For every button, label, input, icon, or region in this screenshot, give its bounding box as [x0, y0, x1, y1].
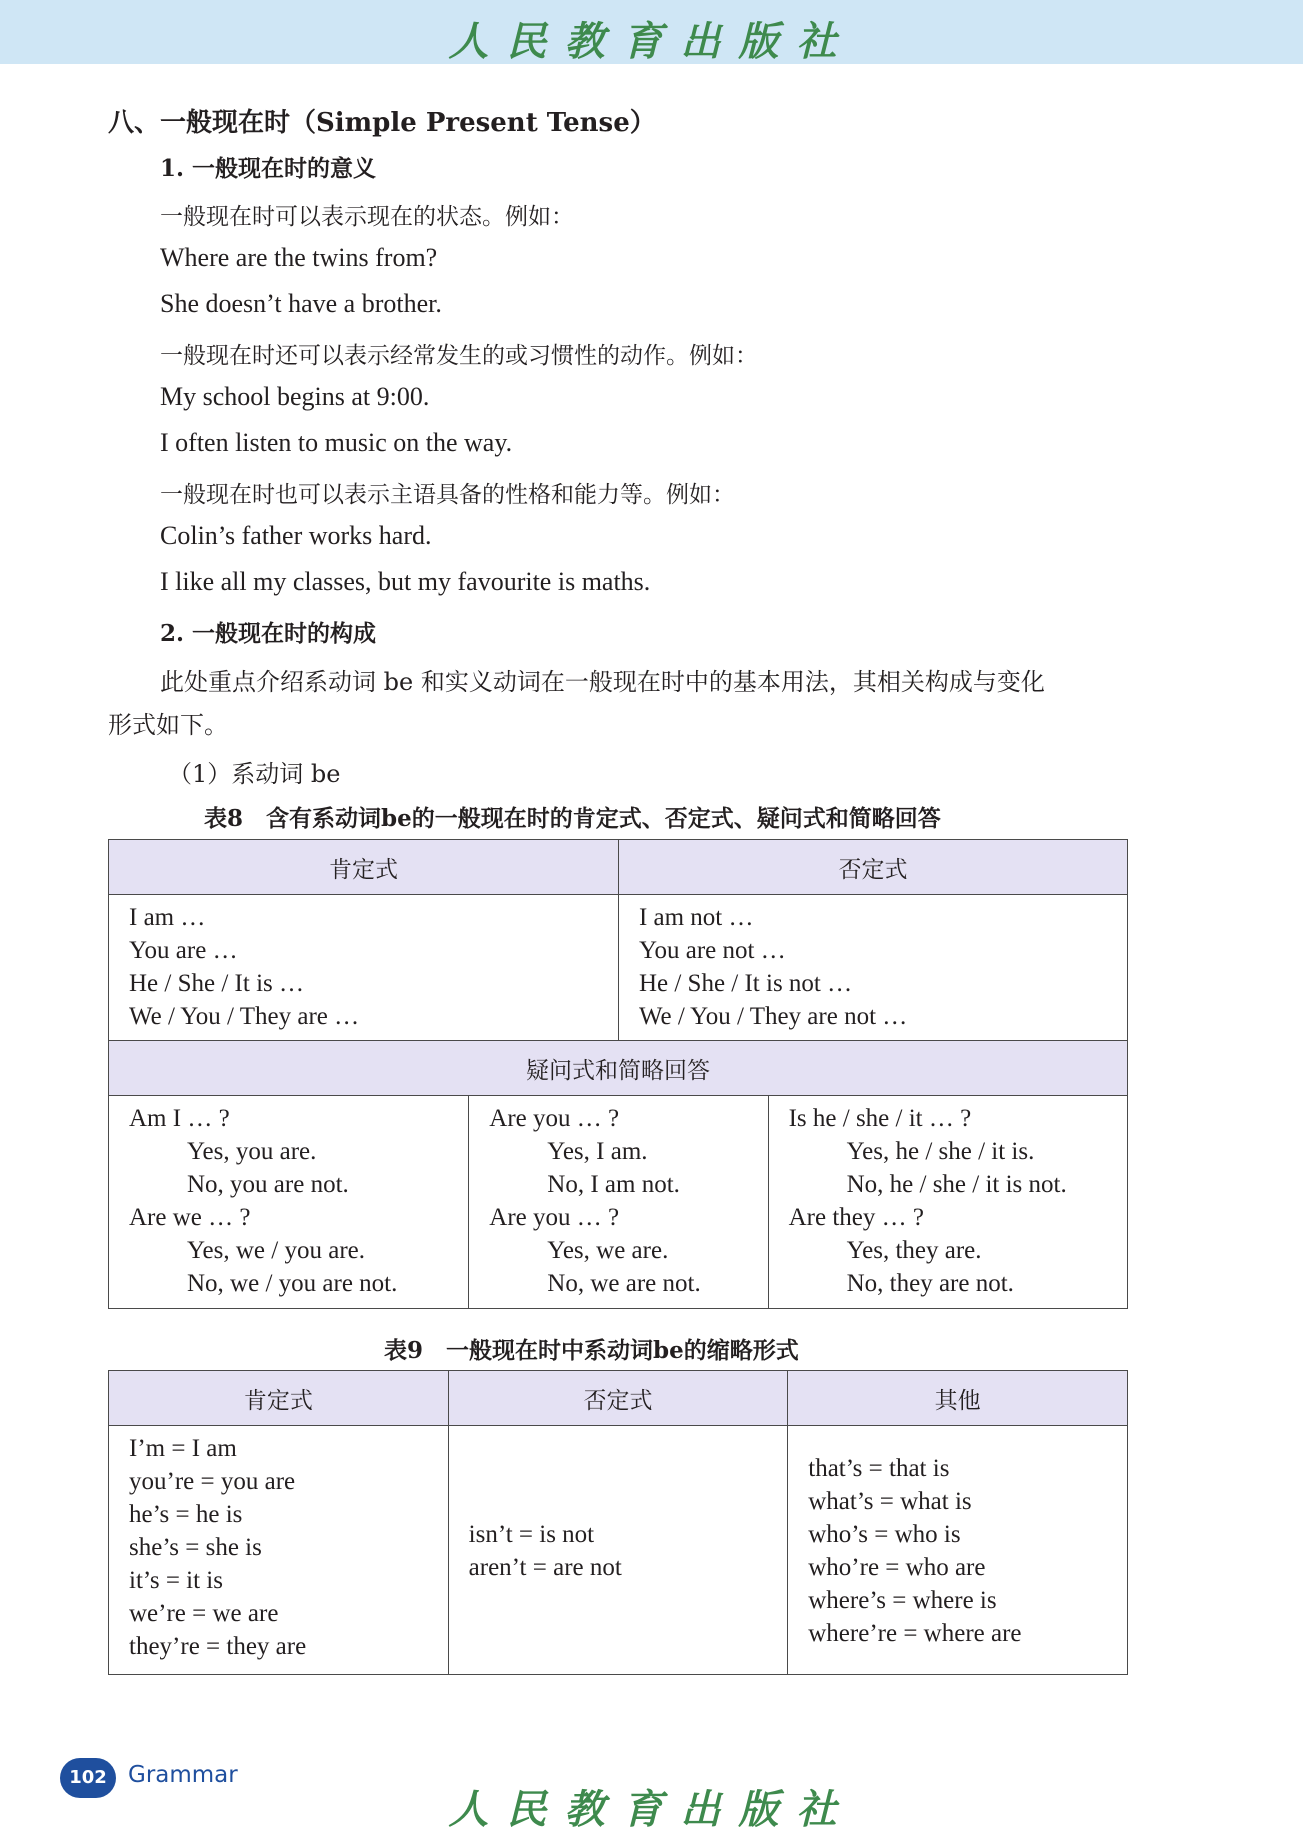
- table-line: I am …: [129, 904, 206, 931]
- table-line: Are you … ?: [489, 1204, 620, 1231]
- section-heading: 八、一般现在时（Simple Present Tense）: [108, 108, 656, 138]
- part1-intro2: 一般现在时还可以表示经常发生的或习惯性的动作。例如：: [160, 343, 758, 369]
- table8-question-cell: [768, 1096, 1127, 1309]
- table9: [108, 1370, 1128, 1675]
- part2-title: 2. 一般现在时的构成: [160, 620, 377, 647]
- table-line: you’re = you are: [129, 1468, 296, 1495]
- table8-question-cell: [109, 1096, 469, 1309]
- table-line: We / You / They are not …: [638, 1003, 908, 1030]
- table-line: He / She / It is not …: [638, 970, 853, 997]
- table-line: No, he / she / it is not.: [846, 1171, 1067, 1198]
- table-line: No, I am not.: [547, 1171, 680, 1198]
- table-line: he’s = he is: [129, 1501, 243, 1528]
- table-line: We / You / They are …: [129, 1003, 360, 1030]
- table-line: Is he / she / it … ?: [788, 1105, 972, 1132]
- example-sentence: I like all my classes, but my favourite is maths.: [160, 567, 651, 596]
- page-number-badge: 102: [60, 1758, 116, 1798]
- table8: [108, 839, 1128, 1309]
- example-sentence: My school begins at 9:00.: [160, 382, 430, 411]
- table9-negative-cell: [448, 1426, 788, 1675]
- table8-question-cell: [469, 1096, 768, 1309]
- table-line: No, we / you are not.: [187, 1270, 398, 1297]
- table-line: Yes, you are.: [187, 1138, 317, 1165]
- example-sentence: I often listen to music on the way.: [160, 428, 513, 457]
- table-line: Are we … ?: [129, 1204, 251, 1231]
- table-line: where’s = where is: [808, 1587, 997, 1614]
- table-line: what’s = what is: [808, 1488, 972, 1515]
- table-line: Are you … ?: [489, 1105, 620, 1132]
- table9-affirmative-cell: [109, 1426, 449, 1675]
- table-line: aren’t = are not: [468, 1554, 622, 1581]
- table8-caption: 表8 含有系动词be的一般现在时的肯定式、否定式、疑问式和简略回答: [204, 805, 941, 832]
- example-sentence: Colin’s father works hard.: [160, 521, 432, 550]
- table-line: Yes, we are.: [547, 1237, 669, 1264]
- table9-other-cell: [788, 1426, 1128, 1675]
- table-line: Yes, he / she / it is.: [846, 1138, 1035, 1165]
- example-sentence: Where are the twins from?: [160, 243, 438, 272]
- table-line: Yes, they are.: [846, 1237, 982, 1264]
- table-line: Yes, we / you are.: [187, 1237, 365, 1264]
- table9-header-affirmative: 肯定式: [109, 1371, 449, 1426]
- part1-intro1: 一般现在时可以表示现在的状态。例如：: [160, 204, 574, 230]
- table-line: that’s = that is: [808, 1455, 950, 1482]
- table-line: they’re = they are: [129, 1633, 307, 1660]
- table-line: You are not …: [638, 937, 786, 964]
- part1-title: 1. 一般现在时的意义: [160, 155, 377, 182]
- table-line: I am not …: [638, 904, 754, 931]
- publisher-logo-bottom: 人民教育出版社: [448, 1786, 855, 1833]
- subsection-title: （1）系动词 be: [168, 760, 341, 788]
- table-line: isn’t = is not: [468, 1521, 595, 1548]
- table-line: she’s = she is: [129, 1534, 262, 1561]
- part1-intro3: 一般现在时也可以表示主语具备的性格和能力等。例如：: [160, 482, 735, 508]
- table-line: who’re = who are: [808, 1554, 986, 1581]
- table8-header-affirmative: 肯定式: [109, 840, 619, 895]
- table8-affirmative-cell: [109, 895, 619, 1041]
- publisher-logo-top: 人民教育出版社: [448, 18, 855, 65]
- table-line: You are …: [129, 937, 238, 964]
- table-line: it’s = it is: [129, 1567, 223, 1594]
- table-line: Are they … ?: [788, 1204, 924, 1231]
- table8-header-questions: 疑问式和简略回答: [109, 1041, 1128, 1096]
- table8-negative-cell: [618, 895, 1127, 1041]
- table-line: He / She / It is …: [129, 970, 304, 997]
- table9-header-negative: 否定式: [448, 1371, 788, 1426]
- table-line: I’m = I am: [129, 1435, 237, 1462]
- table-line: where’re = where are: [808, 1620, 1022, 1647]
- table-line: who’s = who is: [808, 1521, 961, 1548]
- table-line: Yes, I am.: [547, 1138, 648, 1165]
- table9-caption: 表9 一般现在时中系动词be的缩略形式: [384, 1337, 799, 1364]
- table-line: Am I … ?: [129, 1105, 230, 1132]
- table-line: we’re = we are: [129, 1600, 279, 1627]
- footer-section-label: Grammar: [128, 1762, 238, 1788]
- table-line: No, we are not.: [547, 1270, 701, 1297]
- table-line: No, they are not.: [846, 1270, 1014, 1297]
- table9-header-other: 其他: [788, 1371, 1128, 1426]
- part2-paragraph-line1: 此处重点介绍系动词 be 和实义动词在一般现在时中的基本用法，其相关构成与变化: [160, 668, 1045, 696]
- table8-header-negative: 否定式: [618, 840, 1127, 895]
- table-line: No, you are not.: [187, 1171, 349, 1198]
- part2-paragraph-line2: 形式如下。: [108, 711, 228, 739]
- example-sentence: She doesn’t have a brother.: [160, 289, 442, 318]
